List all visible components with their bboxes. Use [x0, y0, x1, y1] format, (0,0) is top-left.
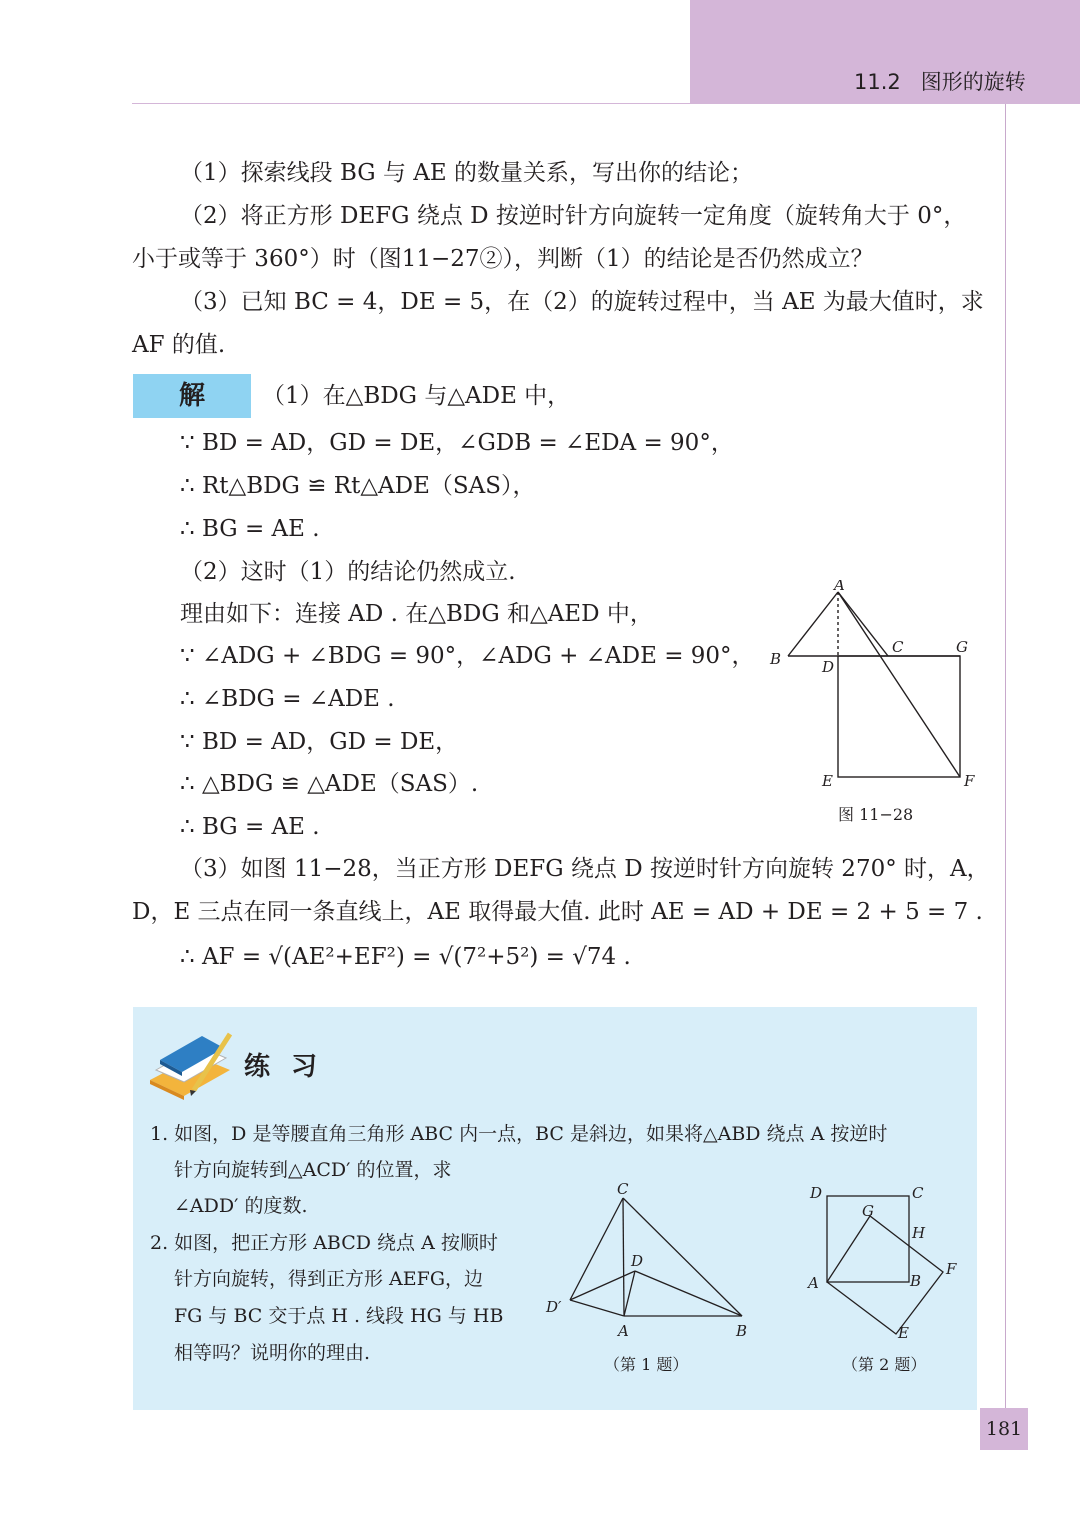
solution-line-11: ∴ BG = AE . — [180, 814, 320, 840]
exercise-2-line-3: FG 与 BC 交于点 H . 线段 HG 与 HB — [174, 1305, 504, 1327]
segment-AC — [838, 592, 888, 656]
solution-line-3: ∴ Rt△BDG ≌ Rt△ADE（SAS）， — [180, 473, 536, 499]
exercise-2-figure — [800, 1176, 970, 1346]
ex2-point-G-label: G — [862, 1202, 874, 1220]
exercise-1-caption: （第 1 题） — [604, 1355, 689, 1374]
question-3-line-1: （3）已知 BC = 4，DE = 5，在（2）的旋转过程中，当 AE 为最大值时，求 — [180, 289, 984, 315]
exercise-1-line-1: 1. 如图，D 是等腰直角三角形 ABC 内一点，BC 是斜边，如果将△ABD 绕点 A 按逆时 — [150, 1123, 888, 1145]
page-number: 181 — [985, 1418, 1023, 1440]
exercise-2-line-4: 相等吗？说明你的理由. — [174, 1342, 371, 1364]
solution-line-1: （1）在△BDG 与△ADE 中， — [262, 383, 571, 409]
ex2-point-F-label: F — [946, 1260, 957, 1278]
question-1: （1）探索线段 BG 与 AE 的数量关系，写出你的结论； — [180, 160, 753, 186]
exercise-2-line-2: 针方向旋转，得到正方形 AEFG，边 — [174, 1268, 483, 1290]
question-2-line-2: 小于或等于 360°）时（图11−27②），判断（1）的结论是否仍然成立？ — [132, 246, 874, 272]
ex2-point-H-label: H — [912, 1224, 926, 1242]
ex2-point-A-label: A — [808, 1274, 819, 1292]
ex1-point-A-label: A — [618, 1322, 629, 1340]
ex2-point-C-label: C — [912, 1184, 924, 1202]
segment-DB — [635, 1271, 742, 1316]
point-C-label: C — [892, 638, 904, 656]
segment-CD-prime — [570, 1198, 623, 1300]
segment-D-prime-A — [570, 1300, 624, 1316]
header-rule — [132, 103, 692, 104]
solution-line-4: ∴ BG = AE . — [180, 516, 320, 542]
section-title — [854, 66, 1026, 96]
solution-line-6: 理由如下：连接 AD . 在△BDG 和△AED 中， — [180, 601, 653, 627]
ex2-point-B-label: B — [910, 1272, 922, 1290]
solution-line-5: （2）这时（1）的结论仍然成立. — [180, 559, 516, 585]
segment-AB — [788, 592, 838, 656]
point-D-label: D — [822, 658, 835, 676]
ex1-point-D-label: D — [631, 1252, 644, 1270]
square-AEFG — [827, 1216, 943, 1334]
exercise-1-line-3: ∠ADD′ 的度数. — [174, 1195, 308, 1217]
section-name: 图形的旋转 — [920, 70, 1026, 94]
solution-line-9: ∵ BD = AD，GD = DE， — [180, 729, 459, 755]
solution-line-14: ∴ AF = √(AE²+EF²) = √(7²+5²) = √74 . — [180, 944, 631, 970]
segment-CA — [623, 1198, 624, 1316]
segment-AF — [838, 592, 960, 777]
margin-rule — [1005, 104, 1006, 1428]
ex2-point-E-label: E — [898, 1324, 909, 1342]
figure-11-28-caption: 图 11−28 — [838, 805, 914, 824]
exercise-1-line-2: 针方向旋转到△ACD′ 的位置，求 — [174, 1159, 452, 1181]
book-pencil-icon — [146, 1030, 236, 1100]
question-3-line-2: AF 的值. — [132, 332, 226, 358]
solution-line-8: ∴ ∠BDG = ∠ADE . — [180, 686, 395, 712]
point-A-label: A — [834, 580, 845, 594]
square-DEFG — [838, 656, 960, 777]
exercise-2-caption: （第 2 题） — [842, 1355, 927, 1374]
ex1-point-D-prime-label: D′ — [546, 1298, 562, 1316]
ex2-point-D-label: D — [810, 1184, 823, 1202]
figure-11-28 — [760, 580, 990, 800]
exercise-1-figure — [540, 1176, 760, 1346]
ex1-point-C-label: C — [617, 1180, 629, 1198]
exercise-2-line-1: 2. 如图，把正方形 ABCD 绕点 A 按顺时 — [150, 1232, 498, 1254]
ex1-point-B-label: B — [736, 1322, 748, 1340]
section-number: 11.2 — [854, 70, 901, 94]
exercise-title: 练 习 — [244, 1052, 324, 1082]
solution-line-10: ∴ △BDG ≌ △ADE（SAS）. — [180, 771, 479, 797]
question-2-line-1: （2）将正方形 DEFG 绕点 D 按逆时针方向旋转一定角度（旋转角大于 0°， — [180, 203, 967, 229]
solution-label: 解 — [178, 381, 205, 411]
segment-DA — [624, 1271, 635, 1316]
solution-line-7: ∵ ∠ADG + ∠BDG = 90°，∠ADG + ∠ADE = 90°， — [180, 643, 755, 669]
point-B-label: B — [770, 650, 782, 668]
point-F-label: F — [964, 772, 975, 790]
segment-D-prime-D — [570, 1271, 635, 1300]
point-E-label: E — [822, 772, 833, 790]
point-G-label: G — [956, 638, 968, 656]
solution-line-13: D，E 三点在同一条直线上，AE 取得最大值. 此时 AE = AD + DE = 2 + 5 = 7 . — [132, 899, 983, 925]
solution-line-12: （3）如图 11−28，当正方形 DEFG 绕点 D 按逆时针方向旋转 270° 时，A， — [180, 856, 990, 882]
solution-line-2: ∵ BD = AD，GD = DE，∠GDB = ∠EDA = 90°， — [180, 430, 734, 456]
